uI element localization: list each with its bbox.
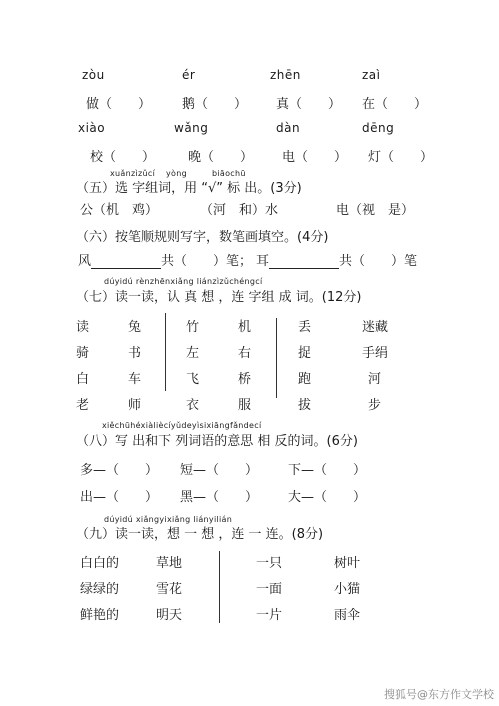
s5-ruby-c: biāochū	[212, 169, 246, 178]
s7-c3r-1: 手绢	[362, 346, 389, 361]
s7-c1r-3: 师	[128, 398, 142, 413]
pinyin-wan: wǎng	[174, 121, 209, 135]
s8-ruby: xiěchūhéxiàliècíyǔdeyìsixiāngfǎndecí	[102, 421, 262, 430]
s8-heading: （八）写 出和下 列词语的意思 相 反的词。(6分)	[76, 434, 358, 449]
s7-c1l-0: 读	[76, 320, 90, 335]
s9-heading: （九）读一读，想 一 想 ，连 一 连。(8分)	[76, 527, 324, 542]
pinyin-zhen: zhēn	[270, 68, 301, 82]
watermark: 搜狐号@东方作文学校	[384, 688, 494, 701]
s6-item-1-char: 风	[78, 254, 92, 269]
s9-divider	[219, 551, 220, 623]
pinyin-zai: zaì	[362, 68, 381, 82]
s7-c2l-2: 飞	[186, 372, 200, 387]
s8-r2-2: 大—（ ）	[288, 490, 367, 505]
pinyin-deng: dēng	[362, 121, 395, 135]
char-zhen-blank: 真（ ）	[276, 97, 342, 112]
s7-ruby: dúyidú rènzhēnxiǎng liánzìzǔchéngcí	[104, 277, 263, 286]
s7-c1r-2: 车	[128, 372, 142, 387]
s7-c2l-0: 竹	[186, 320, 200, 335]
s7-c3l-3: 拔	[298, 398, 312, 413]
s6-heading: （六）按笔顺规则写字，数笔画填空。(4分)	[76, 230, 329, 245]
pinyin-zou: zòu	[82, 68, 105, 82]
s7-divider-1	[165, 313, 166, 391]
s6-write-line-2[interactable]	[269, 256, 339, 269]
s8-r2-0: 出—（ ）	[80, 490, 159, 505]
s9-lb-2: 明天	[156, 608, 183, 623]
s5-heading: （五）选 字组词，用 “√” 标 出。(3分)	[76, 181, 302, 196]
s7-c2r-3: 服	[238, 398, 252, 413]
pinyin-xiao: xiào	[78, 121, 106, 135]
s8-r2-1: 黑—（ ）	[180, 490, 259, 505]
s6-item-2-count: 共（ ）笔	[339, 254, 418, 269]
char-e-blank: 鹅（ ）	[182, 97, 248, 112]
s7-c3r-2: 河	[368, 372, 382, 387]
char-zai-blank: 在（ ）	[362, 97, 428, 112]
s6-item-2-char: 耳	[256, 254, 270, 269]
s5-group-1: 公（机 鸡）	[80, 203, 159, 218]
pinyin-dan: dàn	[276, 121, 301, 135]
s6-write-line-1[interactable]	[91, 256, 161, 269]
s7-c2r-1: 右	[238, 346, 252, 361]
s7-c1l-1: 骑	[76, 346, 90, 361]
s6-stroke-item-ear	[256, 250, 417, 269]
s5-group-3: 电（视 是）	[336, 203, 415, 218]
s5-ruby-b: yòng	[166, 169, 187, 178]
s7-c3l-2: 跑	[298, 372, 312, 387]
s8-r1-2: 下—（ ）	[288, 463, 367, 478]
s7-c1r-0: 兔	[128, 320, 142, 335]
s7-c3r-0: 迷藏	[362, 320, 389, 335]
s9-lb-0: 草地	[156, 556, 183, 571]
s6-item-1-count: 共（ ）笔；	[161, 254, 253, 269]
s9-rb-2: 雨伞	[334, 608, 361, 623]
s9-ra-2: 一片	[256, 608, 283, 623]
s9-rb-1: 小猫	[334, 582, 361, 597]
s7-divider-2	[276, 318, 277, 398]
s7-c3l-1: 捉	[298, 346, 312, 361]
s5-ruby-a: xuǎnzìzǔcí	[110, 169, 156, 178]
s6-stroke-item-wind	[78, 250, 252, 269]
s7-c2l-3: 衣	[186, 398, 200, 413]
s9-ruby: dúyidú xiǎngyixiǎng liányilián	[104, 515, 233, 524]
s7-heading: （七）读一读，认 真 想 ，连 字组 成 词。(12分)	[76, 290, 362, 305]
char-deng-blank: 灯（ ）	[368, 150, 434, 165]
s7-c2l-1: 左	[186, 346, 200, 361]
s9-rb-0: 树叶	[334, 556, 361, 571]
char-wan-blank: 晚（ ）	[188, 150, 254, 165]
s9-la-2: 鲜艳的	[80, 608, 120, 623]
s7-c3r-3: 步	[368, 398, 382, 413]
s9-ra-0: 一只	[256, 556, 283, 571]
char-dian-blank: 电（ ）	[282, 150, 348, 165]
s7-c2r-2: 桥	[238, 372, 252, 387]
s9-lb-1: 雪花	[156, 582, 183, 597]
s7-c2r-0: 机	[238, 320, 252, 335]
s7-c1l-2: 白	[76, 372, 90, 387]
s9-ra-1: 一面	[256, 582, 283, 597]
s9-la-1: 绿绿的	[80, 582, 120, 597]
pinyin-er: ér	[182, 68, 196, 82]
s7-c1l-3: 老	[76, 398, 90, 413]
s7-c1r-1: 书	[128, 346, 142, 361]
s5-group-2: （河 和）水	[200, 203, 279, 218]
char-zuo-blank: 做（ ）	[86, 97, 152, 112]
s8-r1-0: 多—（ ）	[80, 463, 159, 478]
s7-c3l-0: 丢	[298, 320, 312, 335]
s8-r1-1: 短—（ ）	[180, 463, 259, 478]
s9-la-0: 白白的	[80, 556, 120, 571]
char-xiao-blank: 校（ ）	[90, 150, 156, 165]
